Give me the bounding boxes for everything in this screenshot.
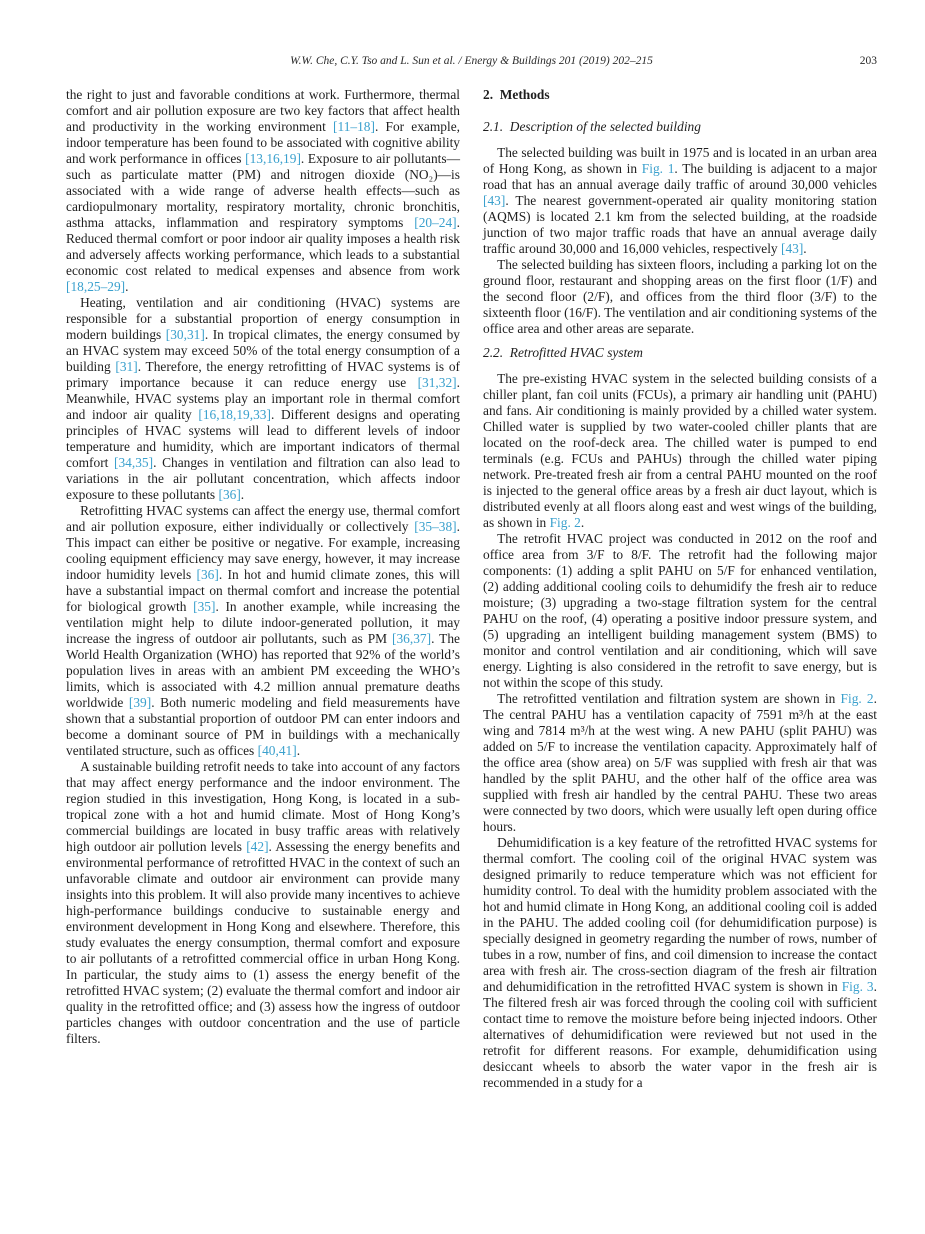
text-run: . Reduced thermal comfort or poor indoor air quality imposes a health risk and adversely affects working performance, which leads to a substantial economic cost related to medical expenses and absence from work <box>66 215 460 278</box>
paragraph <box>66 295 460 503</box>
text-run: . In hot and humid climate zones, this will have a substantial impact on thermal comfort and increase the potential for biological growth <box>66 567 460 614</box>
citation-link[interactable]: [42] <box>246 839 269 854</box>
paragraph <box>66 759 460 1047</box>
text-run: Dehumidification is a key feature of the retrofitted HVAC systems for thermal comfort. The cooling coil of the original HVAC system was designed primarily to reduce temperature which was not efficient for humidity control. To deal with the humidity problem associated with the hot and humid climate in Hong Kong, an additional cooling coil is added in the PAHU. The added cooling coil (for dehumidification purpose) is specially designed in geometry regarding the number of rows, number of tubes in a row, number of fins, and coil dimension to increase the contact area with fresh air. The cross-section diagram of the fresh air filtration and dehumidification in the retrofitted HVAC system is shown in <box>483 835 877 994</box>
citation-link[interactable]: [36] <box>196 567 219 582</box>
running-head: W.W. Che, C.Y. Tso and L. Sun et al. / Energy & Buildings 201 (2019) 202–215 <box>290 55 653 67</box>
citation-link[interactable]: [31,32] <box>417 375 457 390</box>
subsection-heading: 2.1. Description of the selected building <box>483 119 701 134</box>
left-column <box>66 87 460 1091</box>
citation-link[interactable]: [20–24] <box>414 215 457 230</box>
paragraph <box>66 87 460 295</box>
text-run: The pre-existing HVAC system in the selected building consists of a chiller plant, fan coil units (FCUs), a primary air handling unit (PAHU) and fans. Air conditioning is mainly provided by a chilled water system. Chilled water is supplied by two water-cooled chiller plants that are located on the roof-deck area. The chilled water is pumped to end terminals (e.g. FCUs and PAHUs) through the chilled water piping network. Pre-treated fresh air from a central PAHU mounted on the roof is injected to the general office areas by a fresh air duct layout, which is distributed evenly at all floors along east and west wings of the building, as shown in <box>483 371 877 530</box>
citation-link[interactable]: [36] <box>218 487 241 502</box>
text-run: . The filtered fresh air was forced through the cooling coil with sufficient contact time to remove the moisture before being injected indoors. Other alternatives of dehumidification were reviewed but not used in the retrofit for different reasons. For example, dehumidification using desiccant wheels to absorb the water vapor in the fresh air is recommended in a study for a <box>483 979 877 1090</box>
text-run: . Both numeric modeling and field measurements have shown that a substantial proportion of outdoor PM can enter indoors and become a dominant source of PM in buildings with a mechanically ventilated structure, such as offices <box>66 695 460 758</box>
text-run: . The World Health Organization (WHO) has reported that 92% of the world’s population lives in areas with an ambient PM exceeding the WHO’s limits, which is associated with 4.2 million annual premature deaths worldwide <box>66 631 460 710</box>
text-run: . Assessing the energy benefits and environmental performance of retrofitted HVAC in the context of such an unfavorable climate and outdoor air environment can provide many insights into this problem. It will also provide many incentives to achieve high-performance buildings conducive to sustainable energy and environment development in Hong Kong and elsewhere. Therefore, this study evaluates the energy consumption, thermal comfort and exposure to air pollutants of a retrofitted commercial office in urban Hong Kong. In particular, the study aims to (1) assess the energy benefit of the retrofitted HVAC system; (2) evaluate the thermal comfort and indoor air quality in the retrofitted office; and (3) assess how the ingress of outdoor particles changes with outdoor concentration and the use of particle filters. <box>66 839 461 1046</box>
figure-ref-link[interactable]: Fig. 2 <box>549 515 581 530</box>
right-column <box>483 87 877 1091</box>
text-run: . <box>296 743 301 758</box>
text-run: A sustainable building retrofit needs to take into account of any factors that may affect energy performance and the indoor environment. The region studied in this investigation, Hong Kong, is located in a sub-tropical zone with a hot and humid climate. Most of Hong Kong’s commercial buildings are located in busy traffic areas with relatively high outdoor air pollution levels <box>66 759 460 854</box>
text-run: The selected building has sixteen floors, including a parking lot on the ground floor, restaurant and shopping areas on the first floor (1/F) and the second floor (2/F), and offices from the third floor (3/F) to the sixteenth floor (16/F). The ventilation and air conditioning systems of the office area and other areas are separate. <box>483 257 877 336</box>
page-header <box>66 54 877 70</box>
citation-link[interactable]: [36,37] <box>392 631 432 646</box>
citation-link[interactable]: [43] <box>483 193 506 208</box>
text-run: . This impact can either be positive or negative. For example, increasing cooling equipment efficiency may save energy, however, it may increase indoor humidity levels <box>66 519 460 582</box>
citation-link[interactable]: [31] <box>115 359 138 374</box>
paragraph <box>483 371 877 531</box>
text-run: . The nearest government-operated air quality monitoring station (AQMS) is located 2.1 km from the selected building, at the roadside junction of two major traffic roads that have an annual average daily traffic around 30,000 and 16,000 vehicles, respectively <box>483 193 877 256</box>
citation-link[interactable]: [18,25–29] <box>66 279 126 294</box>
text-run: . <box>125 279 129 294</box>
page-number: 203 <box>859 55 877 67</box>
text-run: . The building is adjacent to a major road that has an annual average daily traffic of around 30,000 vehicles <box>483 161 877 192</box>
text-run: . Different designs and operating principles of HVAC systems will lead to different levels of indoor temperature and humidity, which are important indicators of thermal comfort <box>66 407 460 470</box>
citation-link[interactable]: [11–18] <box>333 119 375 134</box>
text-run: . Therefore, the energy retrofitting of HVAC systems is of primary importance because it can reduce energy use <box>66 359 460 390</box>
figure-ref-link[interactable]: Fig. 3 <box>841 979 874 994</box>
text-run: . <box>580 515 585 530</box>
citation-link[interactable]: [13,16,19] <box>245 151 301 166</box>
text-run: The retrofit HVAC project was conducted in 2012 on the roof and office area from 3/F to 8/F. The retrofit had the following major components: (1) adding a split PAHU on 5/F for enhanced ventilation, (2) adding additional cooling coils to dehumidify the fresh air to reduce moisture; (3) upgrading a two-stage filtration system for the central PAHU on the roof, (4) operating a positive indoor pressure system, and (5) upgrading an intelligent building management system (BMS) to monitor and control ventilation and air conditioning, which will save energy. Lighting is also considered in the retrofit to save energy, but is not within the scope of this study. <box>483 531 877 690</box>
citation-link[interactable]: [16,18,19,33] <box>198 407 271 422</box>
paragraph <box>483 531 877 691</box>
paragraph <box>483 691 877 835</box>
two-column-body <box>66 87 877 1091</box>
figure-ref-link[interactable]: Fig. 1 <box>641 161 675 176</box>
text-run: . Changes in ventilation and filtration can also lead to variations in the air pollutant concentration, which affects indoor exposure to these pollutants <box>66 455 460 502</box>
text-run: the right to just and favorable conditions at work. Furthermore, thermal comfort and air pollution exposure are two key factors that affect health and productivity in the working environment <box>66 87 460 134</box>
text-run: . For example, indoor temperature has been found to be associated with cognitive ability and work performance in offices <box>66 119 460 166</box>
text-run: . <box>803 241 807 256</box>
section-heading: 2. Methods <box>483 87 550 102</box>
paragraph <box>483 257 877 337</box>
citation-link[interactable]: [43] <box>780 241 804 256</box>
text-run: . The central PAHU has a ventilation capacity of 7591 m³/h at the east wing and 7814 m³/h at the west wing. A new PAHU (split PAHU) was added on 5/F to increase the ventilation capacity. Approximately half of the office area (show area) on 5/F was supplied with fresh air that was handled by the split PAHU, and the other half of the office area was supplied with fresh air handled by the central PAHU. These two areas were connected by two doors, which were usually left open during office hours. <box>483 691 877 834</box>
text-run: The selected building was built in 1975 and is located in an urban area of Hong Kong, as shown in <box>483 145 877 176</box>
paragraph <box>66 503 460 759</box>
citation-link[interactable]: [30,31] <box>165 327 205 342</box>
paragraph <box>483 145 877 257</box>
citation-link[interactable]: [39] <box>128 695 152 710</box>
citation-link[interactable]: [35] <box>193 599 216 614</box>
citation-link[interactable]: [40,41] <box>257 743 297 758</box>
paragraph <box>483 835 877 1091</box>
text-run: The retrofitted ventilation and filtration system are shown in <box>497 691 841 706</box>
subsection-heading: 2.2. Retrofitted HVAC system <box>483 345 643 360</box>
citation-link[interactable]: [35–38] <box>414 519 457 534</box>
text-run: . In tropical climates, the energy consumed by an HVAC system may exceed 50% of the total energy consumption of a building <box>66 327 460 374</box>
figure-ref-link[interactable]: Fig. 2 <box>840 691 874 706</box>
text-run: . <box>240 487 245 502</box>
text-run: . Exposure to air pollutants—such as particulate matter (PM) and nitrogen dioxide (NO₂)—is associated with a wide range of adverse health effects—such as cardiopulmonary mortality, respiratory mortality, chronic bronchitis, asthma attacks, inflammation and respiratory symptoms <box>66 151 460 230</box>
text-run: . Meanwhile, HVAC systems play an important role in thermal comfort and indoor air quality <box>66 375 460 422</box>
text-run: . In another example, while increasing the ventilation might help to dilute indoor-generated pollution, it may increase the ingress of outdoor air pollutants, such as PM <box>66 599 460 646</box>
text-run: Heating, ventilation and air conditioning (HVAC) systems are responsible for a substantial proportion of energy consumption in modern buildings <box>66 295 460 342</box>
citation-link[interactable]: [34,35] <box>114 455 154 470</box>
text-run: Retrofitting HVAC systems can affect the energy use, thermal comfort and air pollution exposure, either individually or collectively <box>66 503 460 534</box>
